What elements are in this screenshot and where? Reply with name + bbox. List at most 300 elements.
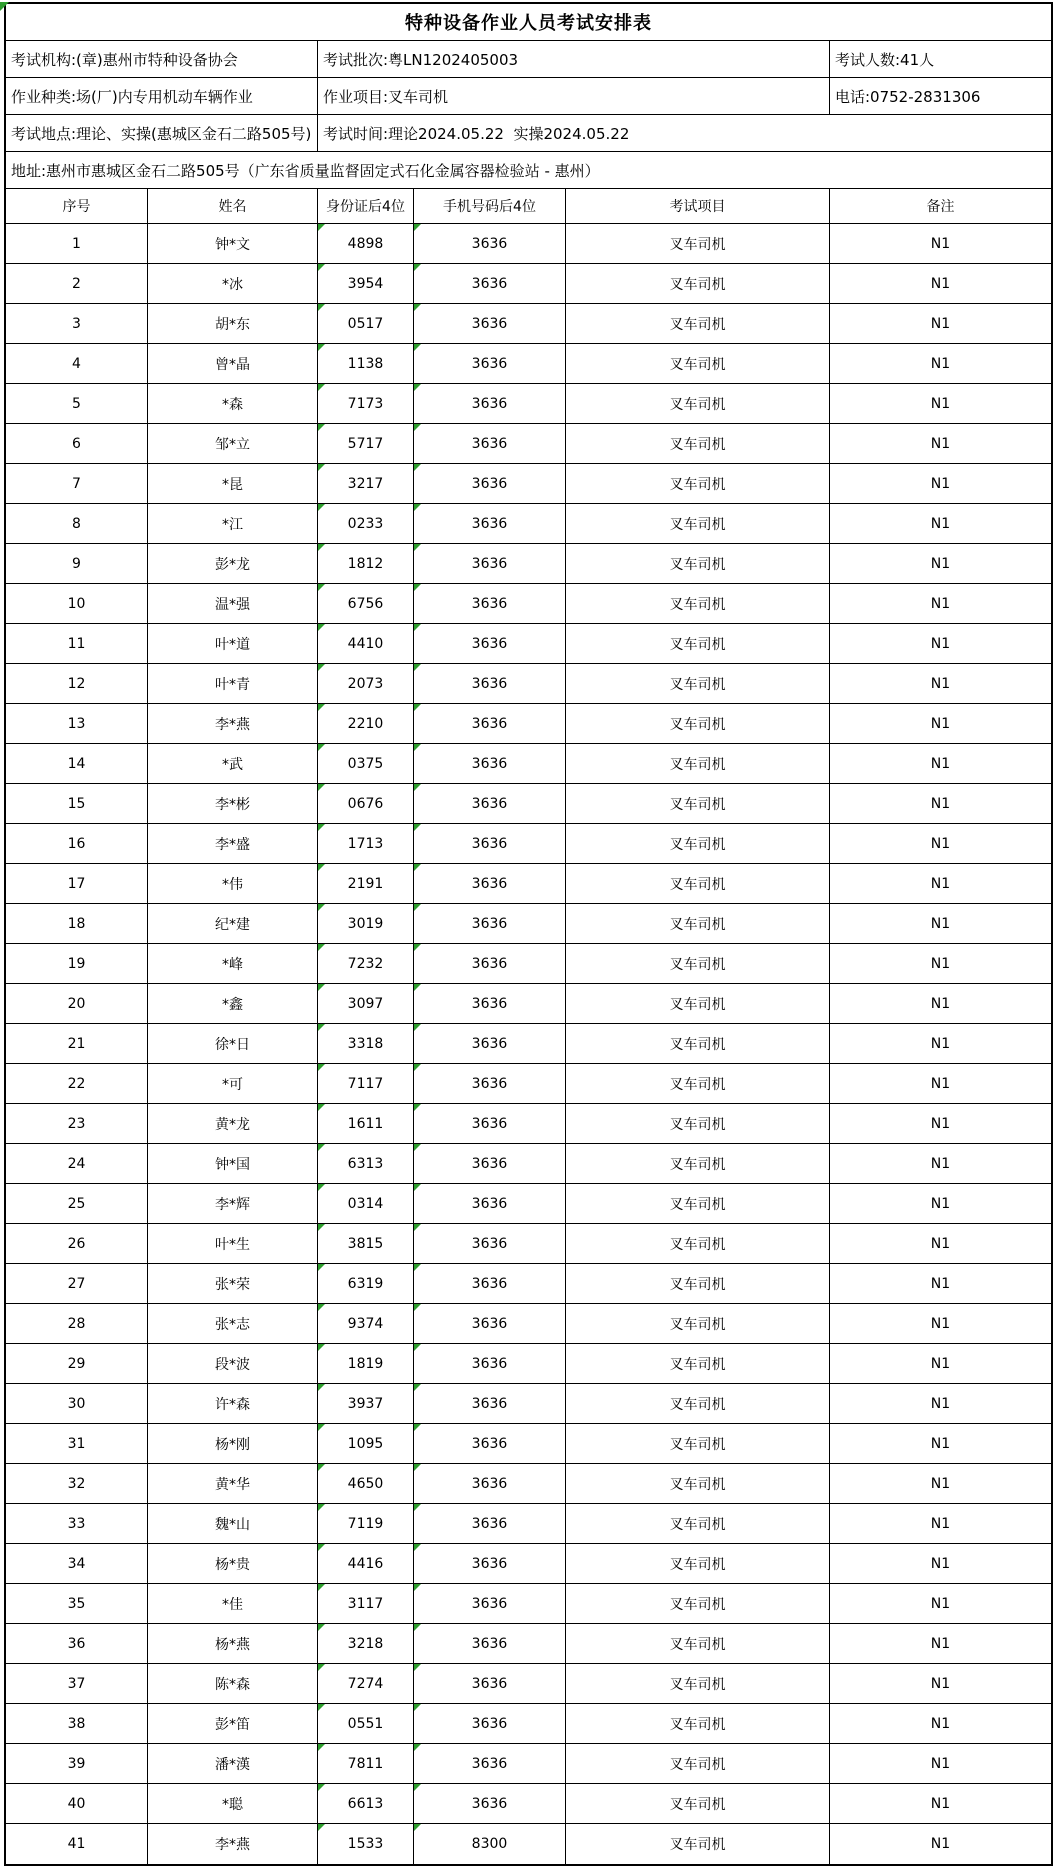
col-header-exam-project: 考试项目	[566, 189, 830, 223]
text-format-marker-icon	[414, 224, 421, 231]
table-row	[6, 1784, 1051, 1824]
exam-schedule-table	[4, 2, 1053, 1866]
cell-id-last4: 7274	[318, 1664, 414, 1703]
text-format-marker-icon	[414, 1744, 421, 1751]
text-format-marker-icon	[414, 1784, 421, 1791]
text-format-marker-icon	[414, 1504, 421, 1511]
cell-exam-project: 叉车司机	[566, 624, 830, 663]
cell-exam-project: 叉车司机	[566, 1024, 830, 1063]
text-format-marker-icon	[318, 824, 325, 831]
cell-phone-last4: 3636	[414, 264, 566, 303]
cell-note: N1	[930, 315, 951, 332]
cell-exam-project: 叉车司机	[566, 504, 830, 543]
cell-seq: 35	[6, 1584, 148, 1623]
cell-id-last4: 3318	[318, 1024, 414, 1063]
table-row	[6, 1824, 1051, 1864]
text-format-marker-icon	[318, 704, 325, 711]
cell-exam-project: 叉车司机	[566, 1344, 830, 1383]
table-row	[6, 904, 1051, 944]
cell-name: 叶*生	[148, 1224, 318, 1263]
cell-seq: 11	[6, 624, 148, 663]
cell-phone-last4: 3636	[414, 1384, 566, 1423]
text-format-marker-icon	[414, 1624, 421, 1631]
text-format-marker-icon	[414, 1104, 421, 1111]
cell-seq: 1	[6, 224, 148, 263]
cell-exam-project: 叉车司机	[566, 1384, 830, 1423]
text-format-marker-icon	[318, 384, 325, 391]
cell-note: N1	[930, 1075, 951, 1092]
text-format-marker-icon	[414, 344, 421, 351]
cell-seq: 38	[6, 1704, 148, 1743]
cell-seq: 8	[6, 504, 148, 543]
cell-note: N1	[930, 1836, 951, 1852]
cell-exam-project: 叉车司机	[566, 384, 830, 423]
cell-exam-project: 叉车司机	[566, 1824, 830, 1864]
text-format-marker-icon	[318, 1184, 325, 1191]
col-header-seq: 序号	[6, 189, 148, 223]
text-format-marker-icon	[414, 384, 421, 391]
cell-name: *佳	[148, 1584, 318, 1623]
table-row	[6, 264, 1051, 304]
cell-phone-last4: 3636	[414, 1184, 566, 1223]
cell-exam-project: 叉车司机	[566, 984, 830, 1023]
cell-note: N1	[930, 395, 951, 412]
text-format-marker-icon	[318, 544, 325, 551]
cell-exam-project: 叉车司机	[566, 424, 830, 463]
cell-exam-project: 叉车司机	[566, 464, 830, 503]
text-format-marker-icon	[414, 664, 421, 671]
cell-phone-last4: 3636	[414, 944, 566, 983]
cell-phone-last4: 3636	[414, 1024, 566, 1063]
info-exam-location: 考试地点:理论、实操(惠城区金石二路505号)	[6, 115, 318, 151]
cell-note: N1	[930, 475, 951, 492]
cell-id-last4: 2210	[318, 704, 414, 743]
cell-phone-last4: 3636	[414, 864, 566, 903]
table-row	[6, 1024, 1051, 1064]
cell-exam-project: 叉车司机	[566, 1224, 830, 1263]
text-format-marker-icon	[414, 744, 421, 751]
cell-note: N1	[930, 1475, 951, 1492]
cell-note: N1	[930, 235, 951, 252]
table-row	[6, 1424, 1051, 1464]
cell-id-last4: 1533	[318, 1824, 414, 1864]
text-format-marker-icon	[318, 344, 325, 351]
table-row	[6, 1224, 1051, 1264]
exam-schedule-sheet	[0, 2, 1057, 1869]
table-header-row	[6, 189, 1051, 224]
cell-phone-last4: 3636	[414, 464, 566, 503]
text-format-marker-icon	[414, 1304, 421, 1311]
cell-seq: 34	[6, 1544, 148, 1583]
text-format-marker-icon	[414, 264, 421, 271]
cell-id-last4: 4650	[318, 1464, 414, 1503]
text-format-marker-icon	[318, 744, 325, 751]
cell-name: 钟*文	[148, 224, 318, 263]
cell-name: *江	[148, 504, 318, 543]
cell-name: 黄*龙	[148, 1104, 318, 1143]
cell-name: *冰	[148, 264, 318, 303]
table-row	[6, 1544, 1051, 1584]
cell-note: N1	[930, 1675, 951, 1692]
cell-id-last4: 4898	[318, 224, 414, 263]
table-row	[6, 1704, 1051, 1744]
table-row	[6, 384, 1051, 424]
cell-id-last4: 6613	[318, 1784, 414, 1823]
text-format-marker-icon	[414, 1664, 421, 1671]
cell-id-last4: 7811	[318, 1744, 414, 1783]
table-row	[6, 1464, 1051, 1504]
text-format-marker-icon	[318, 1824, 325, 1831]
cell-note: N1	[930, 1715, 951, 1732]
cell-id-last4: 3937	[318, 1384, 414, 1423]
text-format-marker-icon	[414, 864, 421, 871]
cell-phone-last4: 3636	[414, 984, 566, 1023]
cell-id-last4: 4410	[318, 624, 414, 663]
text-format-marker-icon	[318, 904, 325, 911]
cell-note: N1	[930, 595, 951, 612]
cell-name: *武	[148, 744, 318, 783]
text-format-marker-icon	[414, 904, 421, 911]
cell-exam-project: 叉车司机	[566, 824, 830, 863]
cell-name: 张*志	[148, 1304, 318, 1343]
cell-name: 陈*森	[148, 1664, 318, 1703]
cell-phone-last4: 3636	[414, 744, 566, 783]
cell-exam-project: 叉车司机	[566, 1144, 830, 1183]
cell-name: 叶*道	[148, 624, 318, 663]
text-format-marker-icon	[414, 1544, 421, 1551]
cell-seq: 32	[6, 1464, 148, 1503]
cell-name: 温*强	[148, 584, 318, 623]
cell-phone-last4: 3636	[414, 1744, 566, 1783]
cell-note: N1	[930, 795, 951, 812]
text-format-marker-icon	[318, 1104, 325, 1111]
cell-note: N1	[930, 355, 951, 372]
info-row-1	[6, 41, 1051, 78]
text-format-marker-icon	[414, 424, 421, 431]
cell-exam-project: 叉车司机	[566, 1784, 830, 1823]
text-format-marker-icon	[318, 304, 325, 311]
info-work-type: 作业种类:场(厂)内专用机动车辆作业	[6, 78, 318, 114]
cell-id-last4: 5717	[318, 424, 414, 463]
cell-note: N1	[930, 435, 951, 452]
table-row	[6, 1104, 1051, 1144]
cell-phone-last4: 3636	[414, 224, 566, 263]
text-format-marker-icon	[414, 1464, 421, 1471]
cell-phone-last4: 3636	[414, 344, 566, 383]
cell-id-last4: 1095	[318, 1424, 414, 1463]
text-format-marker-icon	[414, 544, 421, 551]
cell-seq: 21	[6, 1024, 148, 1063]
cell-id-last4: 9374	[318, 1304, 414, 1343]
cell-phone-last4: 3636	[414, 1144, 566, 1183]
cell-name: 李*盛	[148, 824, 318, 863]
cell-exam-project: 叉车司机	[566, 224, 830, 263]
text-format-marker-icon	[318, 1544, 325, 1551]
cell-name: 黄*华	[148, 1464, 318, 1503]
cell-id-last4: 6319	[318, 1264, 414, 1303]
table-body	[6, 224, 1051, 1864]
text-format-marker-icon	[414, 1064, 421, 1071]
cell-id-last4: 3217	[318, 464, 414, 503]
cell-seq: 40	[6, 1784, 148, 1823]
cell-phone-last4: 3636	[414, 504, 566, 543]
text-format-marker-icon	[318, 1064, 325, 1071]
cell-exam-project: 叉车司机	[566, 664, 830, 703]
table-row	[6, 824, 1051, 864]
text-format-marker-icon	[414, 1584, 421, 1591]
cell-id-last4: 0517	[318, 304, 414, 343]
cell-seq: 30	[6, 1384, 148, 1423]
cell-phone-last4: 3636	[414, 1304, 566, 1343]
cell-exam-project: 叉车司机	[566, 1504, 830, 1543]
table-row	[6, 1744, 1051, 1784]
cell-exam-project: 叉车司机	[566, 784, 830, 823]
text-format-marker-icon	[414, 1224, 421, 1231]
table-row	[6, 744, 1051, 784]
cell-id-last4: 3954	[318, 264, 414, 303]
cell-id-last4: 3117	[318, 1584, 414, 1623]
cell-name: 杨*刚	[148, 1424, 318, 1463]
cell-exam-project: 叉车司机	[566, 1704, 830, 1743]
cell-seq: 3	[6, 304, 148, 343]
cell-id-last4: 3218	[318, 1624, 414, 1663]
cell-id-last4: 1138	[318, 344, 414, 383]
cell-id-last4: 6313	[318, 1144, 414, 1183]
cell-name: 杨*燕	[148, 1624, 318, 1663]
table-row	[6, 704, 1051, 744]
table-row	[6, 304, 1051, 344]
cell-note: N1	[930, 915, 951, 932]
text-format-marker-icon	[318, 504, 325, 511]
cell-seq: 26	[6, 1224, 148, 1263]
cell-phone-last4: 3636	[414, 1504, 566, 1543]
text-format-marker-icon	[414, 304, 421, 311]
cell-seq: 17	[6, 864, 148, 903]
col-header-id-last4: 身份证后4位	[318, 189, 414, 223]
cell-note: N1	[930, 835, 951, 852]
table-row	[6, 424, 1051, 464]
cell-id-last4: 2073	[318, 664, 414, 703]
text-format-marker-icon	[318, 624, 325, 631]
table-row	[6, 544, 1051, 584]
text-format-marker-icon	[318, 1464, 325, 1471]
table-row	[6, 1384, 1051, 1424]
cell-seq: 6	[6, 424, 148, 463]
cell-phone-last4: 3636	[414, 544, 566, 583]
cell-exam-project: 叉车司机	[566, 1304, 830, 1343]
cell-id-last4: 0233	[318, 504, 414, 543]
cell-note: N1	[930, 995, 951, 1012]
cell-phone-last4: 8300	[414, 1824, 566, 1864]
cell-seq: 4	[6, 344, 148, 383]
cell-name: 段*波	[148, 1344, 318, 1383]
cell-exam-project: 叉车司机	[566, 864, 830, 903]
cell-phone-last4: 3636	[414, 1264, 566, 1303]
text-format-marker-icon	[318, 584, 325, 591]
cell-id-last4: 7232	[318, 944, 414, 983]
cell-name: 魏*山	[148, 1504, 318, 1543]
cell-phone-last4: 3636	[414, 704, 566, 743]
cell-note: N1	[930, 635, 951, 652]
cell-note: N1	[930, 1555, 951, 1572]
cell-name: 张*荣	[148, 1264, 318, 1303]
cell-note: N1	[930, 1795, 951, 1812]
cell-note: N1	[930, 515, 951, 532]
text-format-marker-icon	[414, 1144, 421, 1151]
cell-id-last4: 3019	[318, 904, 414, 943]
cell-seq: 12	[6, 664, 148, 703]
cell-phone-last4: 3636	[414, 664, 566, 703]
cell-id-last4: 7119	[318, 1504, 414, 1543]
table-row	[6, 664, 1051, 704]
text-format-marker-icon	[318, 944, 325, 951]
cell-seq: 23	[6, 1104, 148, 1143]
table-row	[6, 1584, 1051, 1624]
col-header-phone-last4: 手机号码后4位	[414, 189, 566, 223]
table-row	[6, 1504, 1051, 1544]
cell-name: *聪	[148, 1784, 318, 1823]
cell-name: 纪*建	[148, 904, 318, 943]
text-format-marker-icon	[318, 1344, 325, 1351]
cell-note: N1	[930, 1275, 951, 1292]
cell-seq: 19	[6, 944, 148, 983]
cell-phone-last4: 3636	[414, 1784, 566, 1823]
cell-note: N1	[930, 1595, 951, 1612]
cell-name: *昆	[148, 464, 318, 503]
cell-phone-last4: 3636	[414, 1344, 566, 1383]
cell-seq: 14	[6, 744, 148, 783]
text-format-marker-icon	[318, 1744, 325, 1751]
cell-name: 潘*漢	[148, 1744, 318, 1783]
cell-exam-project: 叉车司机	[566, 1104, 830, 1143]
cell-name: *森	[148, 384, 318, 423]
cell-note: N1	[930, 1395, 951, 1412]
cell-id-last4: 0314	[318, 1184, 414, 1223]
text-format-marker-icon	[414, 504, 421, 511]
cell-name: 曾*晶	[148, 344, 318, 383]
table-row	[6, 344, 1051, 384]
cell-seq: 10	[6, 584, 148, 623]
text-format-marker-icon	[414, 1384, 421, 1391]
page-title: 特种设备作业人员考试安排表	[6, 4, 1051, 41]
cell-name: 叶*青	[148, 664, 318, 703]
cell-id-last4: 2191	[318, 864, 414, 903]
text-format-marker-icon	[318, 1304, 325, 1311]
text-format-marker-icon	[414, 824, 421, 831]
text-format-marker-icon	[318, 1144, 325, 1151]
cell-name: *可	[148, 1064, 318, 1103]
cell-note: N1	[930, 555, 951, 572]
cell-seq: 15	[6, 784, 148, 823]
cell-phone-last4: 3636	[414, 1104, 566, 1143]
table-row	[6, 1064, 1051, 1104]
sheet-corner-marker-icon	[0, 2, 9, 11]
text-format-marker-icon	[318, 464, 325, 471]
cell-note: N1	[930, 1035, 951, 1052]
cell-phone-last4: 3636	[414, 424, 566, 463]
cell-name: 杨*贵	[148, 1544, 318, 1583]
text-format-marker-icon	[318, 784, 325, 791]
table-row	[6, 784, 1051, 824]
text-format-marker-icon	[318, 224, 325, 231]
table-row	[6, 624, 1051, 664]
cell-id-last4: 3815	[318, 1224, 414, 1263]
text-format-marker-icon	[414, 1704, 421, 1711]
cell-phone-last4: 3636	[414, 1064, 566, 1103]
info-work-item: 作业项目:叉车司机	[318, 78, 830, 114]
table-row	[6, 1624, 1051, 1664]
cell-note: N1	[930, 675, 951, 692]
text-format-marker-icon	[414, 944, 421, 951]
cell-id-last4: 4416	[318, 1544, 414, 1583]
table-row	[6, 944, 1051, 984]
table-row	[6, 984, 1051, 1024]
cell-note: N1	[930, 1515, 951, 1532]
cell-exam-project: 叉车司机	[566, 304, 830, 343]
table-row	[6, 464, 1051, 504]
cell-exam-project: 叉车司机	[566, 1464, 830, 1503]
table-row	[6, 1184, 1051, 1224]
text-format-marker-icon	[318, 1024, 325, 1031]
cell-exam-project: 叉车司机	[566, 544, 830, 583]
cell-name: 彭*龙	[148, 544, 318, 583]
info-exam-batch: 考试批次:粤LN1202405003	[318, 41, 830, 77]
cell-phone-last4: 3636	[414, 584, 566, 623]
cell-exam-project: 叉车司机	[566, 944, 830, 983]
cell-seq: 2	[6, 264, 148, 303]
text-format-marker-icon	[318, 424, 325, 431]
cell-phone-last4: 3636	[414, 824, 566, 863]
cell-seq: 24	[6, 1144, 148, 1183]
text-format-marker-icon	[414, 584, 421, 591]
info-phone: 电话:0752-2831306	[835, 87, 981, 106]
info-row-2	[6, 78, 1051, 115]
cell-seq: 22	[6, 1064, 148, 1103]
table-row	[6, 1664, 1051, 1704]
cell-exam-project: 叉车司机	[566, 1424, 830, 1463]
table-row	[6, 224, 1051, 264]
cell-note: N1	[930, 1435, 951, 1452]
cell-phone-last4: 3636	[414, 1424, 566, 1463]
cell-exam-project: 叉车司机	[566, 744, 830, 783]
cell-seq: 7	[6, 464, 148, 503]
cell-name: 彭*笛	[148, 1704, 318, 1743]
table-row	[6, 504, 1051, 544]
cell-id-last4: 1812	[318, 544, 414, 583]
table-row	[6, 584, 1051, 624]
cell-exam-project: 叉车司机	[566, 344, 830, 383]
cell-seq: 27	[6, 1264, 148, 1303]
cell-id-last4: 3097	[318, 984, 414, 1023]
cell-name: 李*燕	[148, 1824, 318, 1864]
cell-id-last4: 1611	[318, 1104, 414, 1143]
text-format-marker-icon	[414, 1264, 421, 1271]
text-format-marker-icon	[414, 1024, 421, 1031]
cell-note: N1	[930, 875, 951, 892]
cell-phone-last4: 3636	[414, 1224, 566, 1263]
cell-name: 李*辉	[148, 1184, 318, 1223]
cell-seq: 29	[6, 1344, 148, 1383]
cell-name: *鑫	[148, 984, 318, 1023]
text-format-marker-icon	[318, 264, 325, 271]
cell-phone-last4: 3636	[414, 304, 566, 343]
cell-seq: 25	[6, 1184, 148, 1223]
cell-note: N1	[930, 1635, 951, 1652]
table-row	[6, 864, 1051, 904]
info-address: 地址:惠州市惠城区金石二路505号（广东省质量监督固定式石化金属容器检验站 - 惠州）	[11, 161, 600, 180]
cell-seq: 13	[6, 704, 148, 743]
col-header-name: 姓名	[148, 189, 318, 223]
